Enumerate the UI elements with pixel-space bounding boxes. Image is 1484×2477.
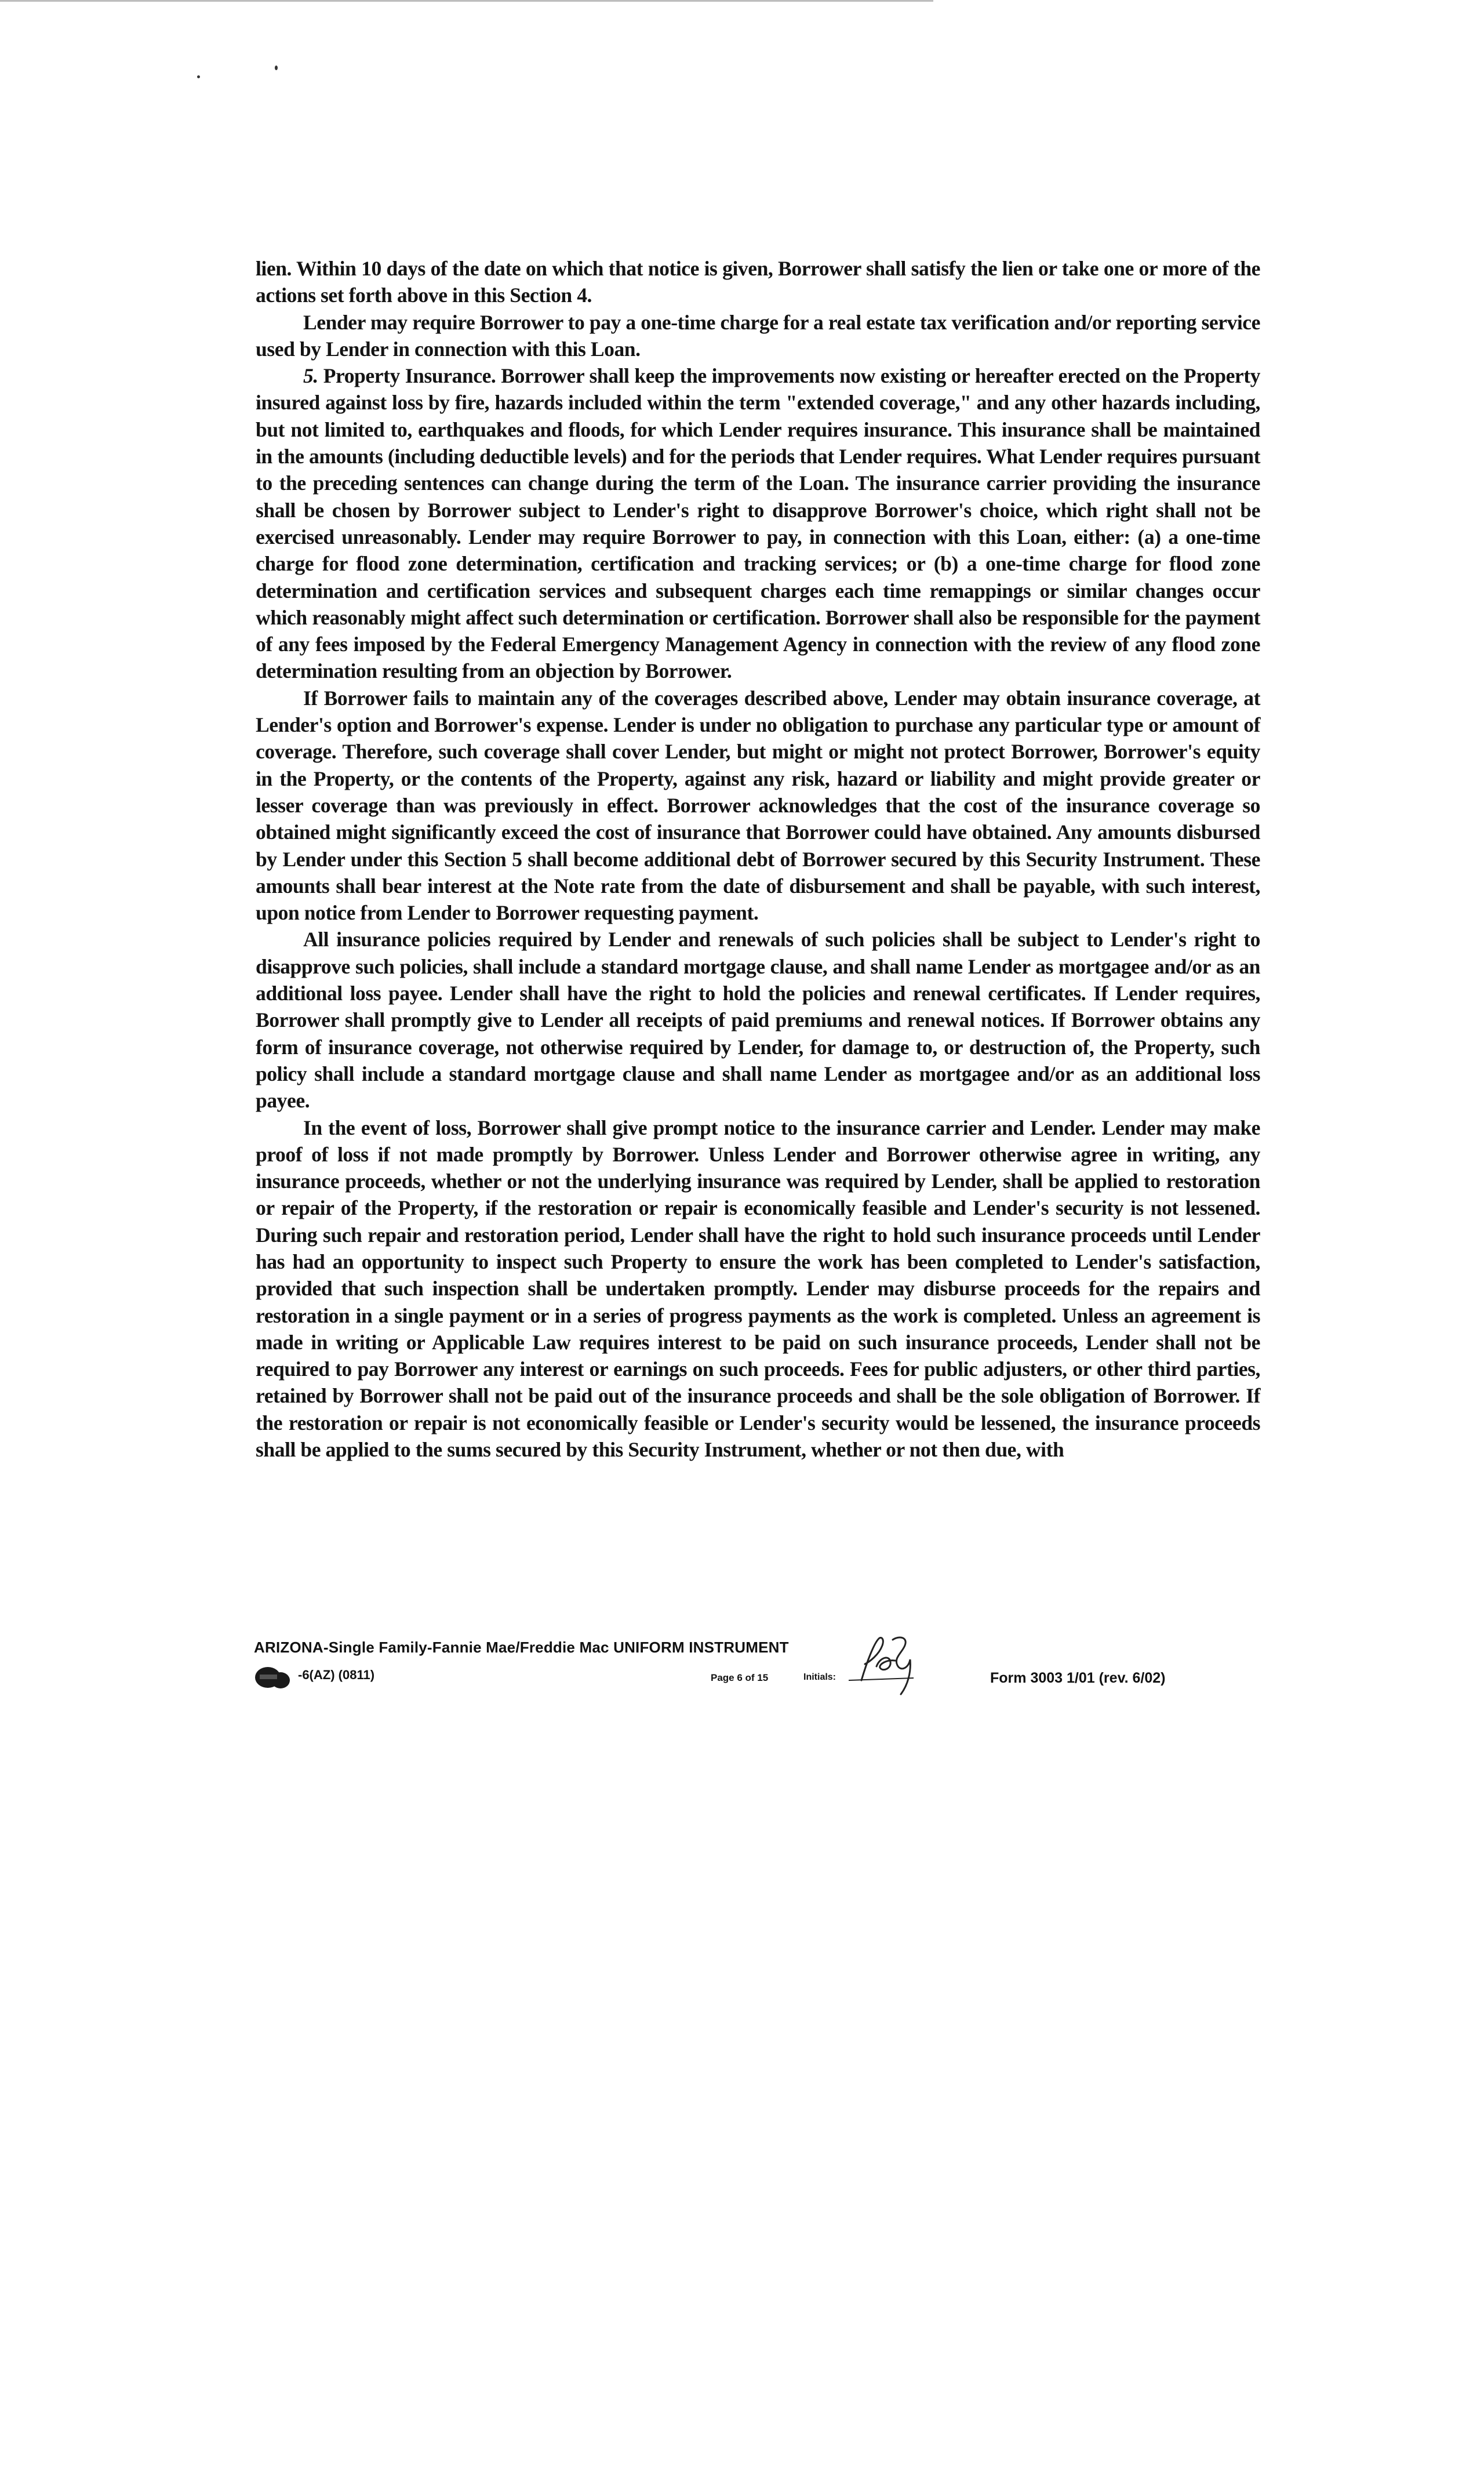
section-title: Property Insurance. <box>323 364 496 388</box>
paragraph-property-insurance <box>256 362 1260 685</box>
section-number: 5. <box>303 364 318 388</box>
vmp-logo-icon <box>254 1663 294 1692</box>
scan-speck <box>275 66 278 70</box>
form-number: Form 3003 1/01 (rev. 6/02) <box>990 1670 1166 1686</box>
instrument-title: ARIZONA-Single Family-Fannie Mae/Freddie Mac UNIFORM INSTRUMENT <box>254 1639 789 1656</box>
paragraph-lien-continued <box>256 255 1260 309</box>
paragraph-text: lien. Within 10 days of the date on which that notice is given, Borrower shall satisfy the lien or take one or more of the actions set forth above in this Section 4. <box>256 257 1260 307</box>
paragraph-event-of-loss <box>256 1114 1260 1463</box>
paragraph-text: Borrower shall keep the improvements now existing or hereafter erected on the Property insured against loss by fire, hazards included within the term "extended coverage," and any other hazards including, but not limited to, earthquakes and floods, for which Lender requires insurance. This insurance shall be maintained in the amounts (including deductible levels) and for the periods that Lender requires. What Lender requires pursuant to the preceding sentences can change during the term of the Loan. The insurance carrier providing the insurance shall be chosen by Borrower subject to Lender's right to disapprove Borrower's choice, which right shall not be exercised unreasonably. Lender may require Borrower to pay, in connection with this Loan, either: (a) a one-time charge for flood zone determination, certification and tracking services; or (b) a one-time charge for flood zone determination and certification services and subsequent charges each time remappings or similar changes occur which reasonably might affect such determination or certification. Borrower shall also be responsible for the payment of any fees imposed by the Federal Emergency Management Agency in connection with the review of any flood zone determination resulting from an objection by Borrower. <box>256 364 1260 683</box>
paragraph-text: All insurance policies required by Lender and renewals of such policies shall be subject to Lender's right to disapprove such policies, shall include a standard mortgage clause, and shall name Lender as mortgagee and/or as an additional loss payee. Lender shall have the right to hold the policies and renewal certificates. If Lender requires, Borrower shall promptly give to Lender all receipts of paid premiums and renewal notices. If Borrower obtains any form of insurance coverage, not otherwise required by Lender, for damage to, or destruction of, the Property, such policy shall include a standard mortgage clause and shall name Lender as mortgagee and/or as an additional loss payee. <box>256 928 1260 1113</box>
paragraph-text: In the event of loss, Borrower shall give prompt notice to the insurance carrier and Lender. Lender may make proof of loss if not made promptly by Borrower. Unless Lender and Borrower otherwise agree in writing, any insurance proceeds, whether or not the underlying insurance was required by Lender, shall be applied to restoration or repair of the Property, if the restoration or repair is economically feasible and Lender's security is not lessened. During such repair and restoration period, Lender shall have the right to hold such insurance proceeds until Lender has had an opportunity to inspect such Property to ensure the work has been completed to Lender's satisfaction, provided that such inspection shall be undertaken promptly. Lender may disburse proceeds for the repairs and restoration in a single payment or in a series of progress payments as the work is completed. Unless an agreement is made in writing or Applicable Law requires interest to be paid on such insurance proceeds, Lender shall not be required to pay Borrower any interest or earnings on such proceeds. Fees for public adjusters, or other third parties, retained by Borrower shall not be paid out of the insurance proceeds and shall be the sole obligation of Borrower. If the restoration or repair is not economically feasible or Lender's security would be lessened, the insurance proceeds shall be applied to the sums secured by this Security Instrument, whether or not then due, with <box>256 1116 1260 1462</box>
document-body <box>256 255 1260 1463</box>
handwritten-initials-signature <box>844 1632 931 1701</box>
page-footer <box>254 1634 1263 1715</box>
paragraph-text: If Borrower fails to maintain any of the coverages described above, Lender may obtain insurance coverage, at Lender's option and Borrower's expense. Lender is under no obligation to purchase any particular type or amount of coverage. Therefore, such coverage shall cover Lender, but might or might not protect Borrower, Borrower's equity in the Property, or the contents of the Property, against any risk, hazard or liability and might provide greater or lesser coverage than was previously in effect. Borrower acknowledges that the cost of the insurance coverage so obtained might significantly exceed the cost of insurance that Borrower could have obtained. Any amounts disbursed by Lender under this Section 5 shall become additional debt of Borrower secured by this Security Instrument. These amounts shall bear interest at the Note rate from the date of disbursement and shall be payable, with such interest, upon notice from Lender to Borrower requesting payment. <box>256 686 1260 925</box>
paragraph-tax-verification <box>256 309 1260 363</box>
scan-speck <box>197 75 200 78</box>
page-number: Page 6 of 15 <box>711 1672 769 1683</box>
form-code: -6(AZ) (0811) <box>298 1668 375 1682</box>
paragraph-failure-to-maintain <box>256 685 1260 927</box>
paragraph-text: Lender may require Borrower to pay a one-time charge for a real estate tax verification and/or reporting service used by Lender in connection with this Loan. <box>256 310 1260 361</box>
initials-label: Initials: <box>803 1672 836 1682</box>
top-edge-rule <box>0 0 933 2</box>
paragraph-policies-subject-to-approval <box>256 926 1260 1114</box>
